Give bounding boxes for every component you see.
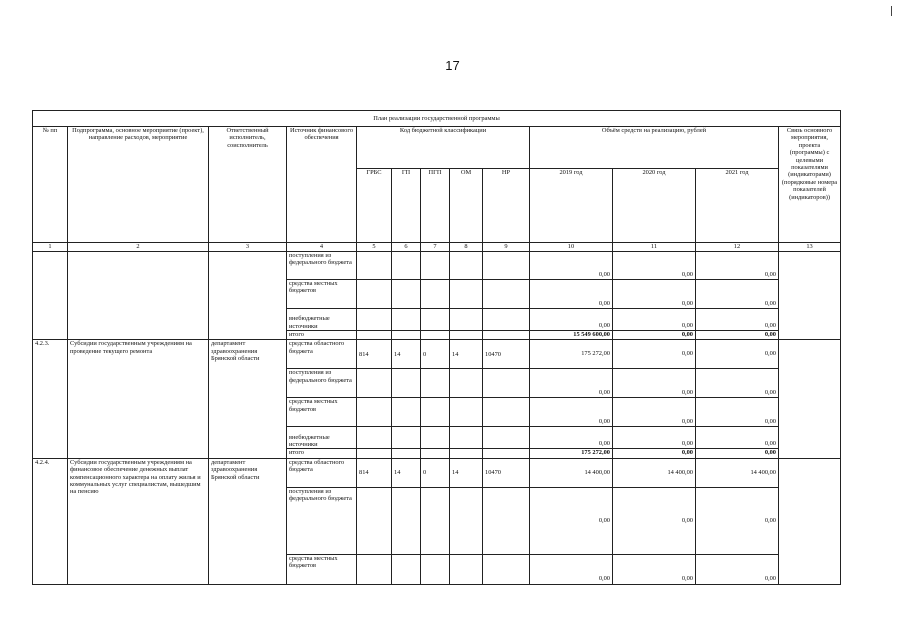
measure-name: Субсидии государственным учреждениям на финансовое обеспечение денежных выплат компенсационного характера на оплату жилья и коммунальных услуг специалистам, вышедшим на пенсию bbox=[68, 458, 209, 584]
col-number: 12 bbox=[696, 243, 779, 252]
header-program: Подпрограмма, основное мероприятие (проект), направление расходов, мероприятие bbox=[68, 127, 209, 243]
amount-cell: 0,00 bbox=[696, 487, 779, 554]
source-label: внебюджетные источники bbox=[287, 309, 357, 331]
col-number: 8 bbox=[450, 243, 483, 252]
amount-cell: 0,00 bbox=[613, 398, 696, 427]
source-label: средства областного бюджета bbox=[287, 458, 357, 487]
amount-cell: 0,00 bbox=[696, 369, 779, 398]
amount-cell: 0,00 bbox=[530, 369, 613, 398]
source-label: средства местных бюджетов bbox=[287, 554, 357, 584]
table-row bbox=[33, 252, 841, 280]
amount-cell: 0,00 bbox=[613, 340, 696, 369]
col-number: 9 bbox=[483, 243, 530, 252]
header-num: № пп bbox=[33, 127, 68, 243]
amount-cell: 0,00 bbox=[613, 369, 696, 398]
header-volume: Объём средств на реализацию, рублей bbox=[530, 127, 779, 169]
amount-cell: 0,00 bbox=[696, 554, 779, 584]
col-number: 1 bbox=[33, 243, 68, 252]
code-np: 10470 bbox=[483, 340, 530, 369]
page-number: 17 bbox=[445, 58, 460, 73]
amount-cell: 0,00 bbox=[613, 280, 696, 309]
source-label: средства местных бюджетов bbox=[287, 398, 357, 427]
amount-cell: 0,00 bbox=[613, 252, 696, 280]
amount-cell: 0,00 bbox=[613, 309, 696, 331]
amount-cell: 14 400,00 bbox=[530, 458, 613, 487]
col-number: 10 bbox=[530, 243, 613, 252]
header-source: Источник финансового обеспечения bbox=[287, 127, 357, 243]
header-2019: 2019 год bbox=[530, 169, 613, 243]
code-om: 14 bbox=[450, 458, 483, 487]
col-number: 6 bbox=[392, 243, 421, 252]
amount-cell: 0,00 bbox=[530, 398, 613, 427]
header-budget-code: Код бюджетной классификации bbox=[357, 127, 530, 169]
code-gp: 14 bbox=[392, 458, 421, 487]
total-cell: 15 549 600,00 bbox=[530, 331, 613, 340]
code-pgp: 0 bbox=[421, 340, 450, 369]
total-cell: 0,00 bbox=[696, 449, 779, 458]
code-om: 14 bbox=[450, 340, 483, 369]
table-row bbox=[33, 458, 841, 487]
col-number: 2 bbox=[68, 243, 209, 252]
source-label: средства местных бюджетов bbox=[287, 280, 357, 309]
amount-cell: 175 272,00 bbox=[530, 340, 613, 369]
code-gp: 14 bbox=[392, 340, 421, 369]
measure-name: Субсидии государственным учреждениям на проведение текущего ремонта bbox=[68, 340, 209, 458]
total-cell: 0,00 bbox=[613, 449, 696, 458]
total-cell: 0,00 bbox=[696, 331, 779, 340]
header-np: НР bbox=[483, 169, 530, 243]
amount-cell: 0,00 bbox=[696, 309, 779, 331]
amount-cell: 0,00 bbox=[696, 398, 779, 427]
amount-cell: 0,00 bbox=[530, 309, 613, 331]
table-title: План реализации государственной программы bbox=[33, 111, 841, 127]
amount-cell: 14 400,00 bbox=[696, 458, 779, 487]
col-number: 11 bbox=[613, 243, 696, 252]
col-number: 5 bbox=[357, 243, 392, 252]
total-cell: 0,00 bbox=[613, 331, 696, 340]
page-edge-mark bbox=[891, 6, 892, 16]
source-label: поступления из федерального бюджета bbox=[287, 252, 357, 280]
header-link: Связь основного мероприятия, проекта (программы) с целевыми показателями (индикаторами) (порядковые номера показателей (индикаторов)) bbox=[779, 127, 841, 243]
col-number: 13 bbox=[779, 243, 841, 252]
code-np: 10470 bbox=[483, 458, 530, 487]
row-number: 4.2.3. bbox=[33, 340, 68, 458]
col-number: 4 bbox=[287, 243, 357, 252]
amount-cell: 0,00 bbox=[530, 427, 613, 449]
col-number: 3 bbox=[209, 243, 287, 252]
amount-cell: 0,00 bbox=[530, 554, 613, 584]
table-row bbox=[33, 340, 841, 369]
amount-cell: 0,00 bbox=[613, 487, 696, 554]
amount-cell: 0,00 bbox=[696, 252, 779, 280]
amount-cell: 0,00 bbox=[613, 554, 696, 584]
source-label: средства областного бюджета bbox=[287, 340, 357, 369]
header-gp: ГП bbox=[392, 169, 421, 243]
source-label: итого bbox=[287, 331, 357, 340]
amount-cell: 0,00 bbox=[530, 487, 613, 554]
source-label: внебюджетные источники bbox=[287, 427, 357, 449]
col-number: 7 bbox=[421, 243, 450, 252]
amount-cell: 0,00 bbox=[613, 427, 696, 449]
code-grbs: 814 bbox=[357, 458, 392, 487]
program-plan-table bbox=[32, 110, 841, 585]
amount-cell: 0,00 bbox=[530, 252, 613, 280]
amount-cell: 0,00 bbox=[696, 427, 779, 449]
executor: департамент здравоохранения Брянской области bbox=[209, 340, 287, 458]
executor: департамент здравоохранения Брянской области bbox=[209, 458, 287, 584]
total-cell: 175 272,00 bbox=[530, 449, 613, 458]
header-grbs: ГРБС bbox=[357, 169, 392, 243]
source-label: итого bbox=[287, 449, 357, 458]
amount-cell: 0,00 bbox=[696, 280, 779, 309]
code-grbs: 814 bbox=[357, 340, 392, 369]
header-2021: 2021 год bbox=[696, 169, 779, 243]
source-label: поступления из федерального бюджета bbox=[287, 369, 357, 398]
amount-cell: 0,00 bbox=[696, 340, 779, 369]
header-2020: 2020 год bbox=[613, 169, 696, 243]
amount-cell: 0,00 bbox=[530, 280, 613, 309]
source-label: поступления из федерального бюджета bbox=[287, 487, 357, 554]
header-executor: Ответственный исполнитель, соисполнитель bbox=[209, 127, 287, 243]
header-pgp: ПГП bbox=[421, 169, 450, 243]
row-number: 4.2.4. bbox=[33, 458, 68, 584]
amount-cell: 14 400,00 bbox=[613, 458, 696, 487]
code-pgp: 0 bbox=[421, 458, 450, 487]
header-om: ОМ bbox=[450, 169, 483, 243]
